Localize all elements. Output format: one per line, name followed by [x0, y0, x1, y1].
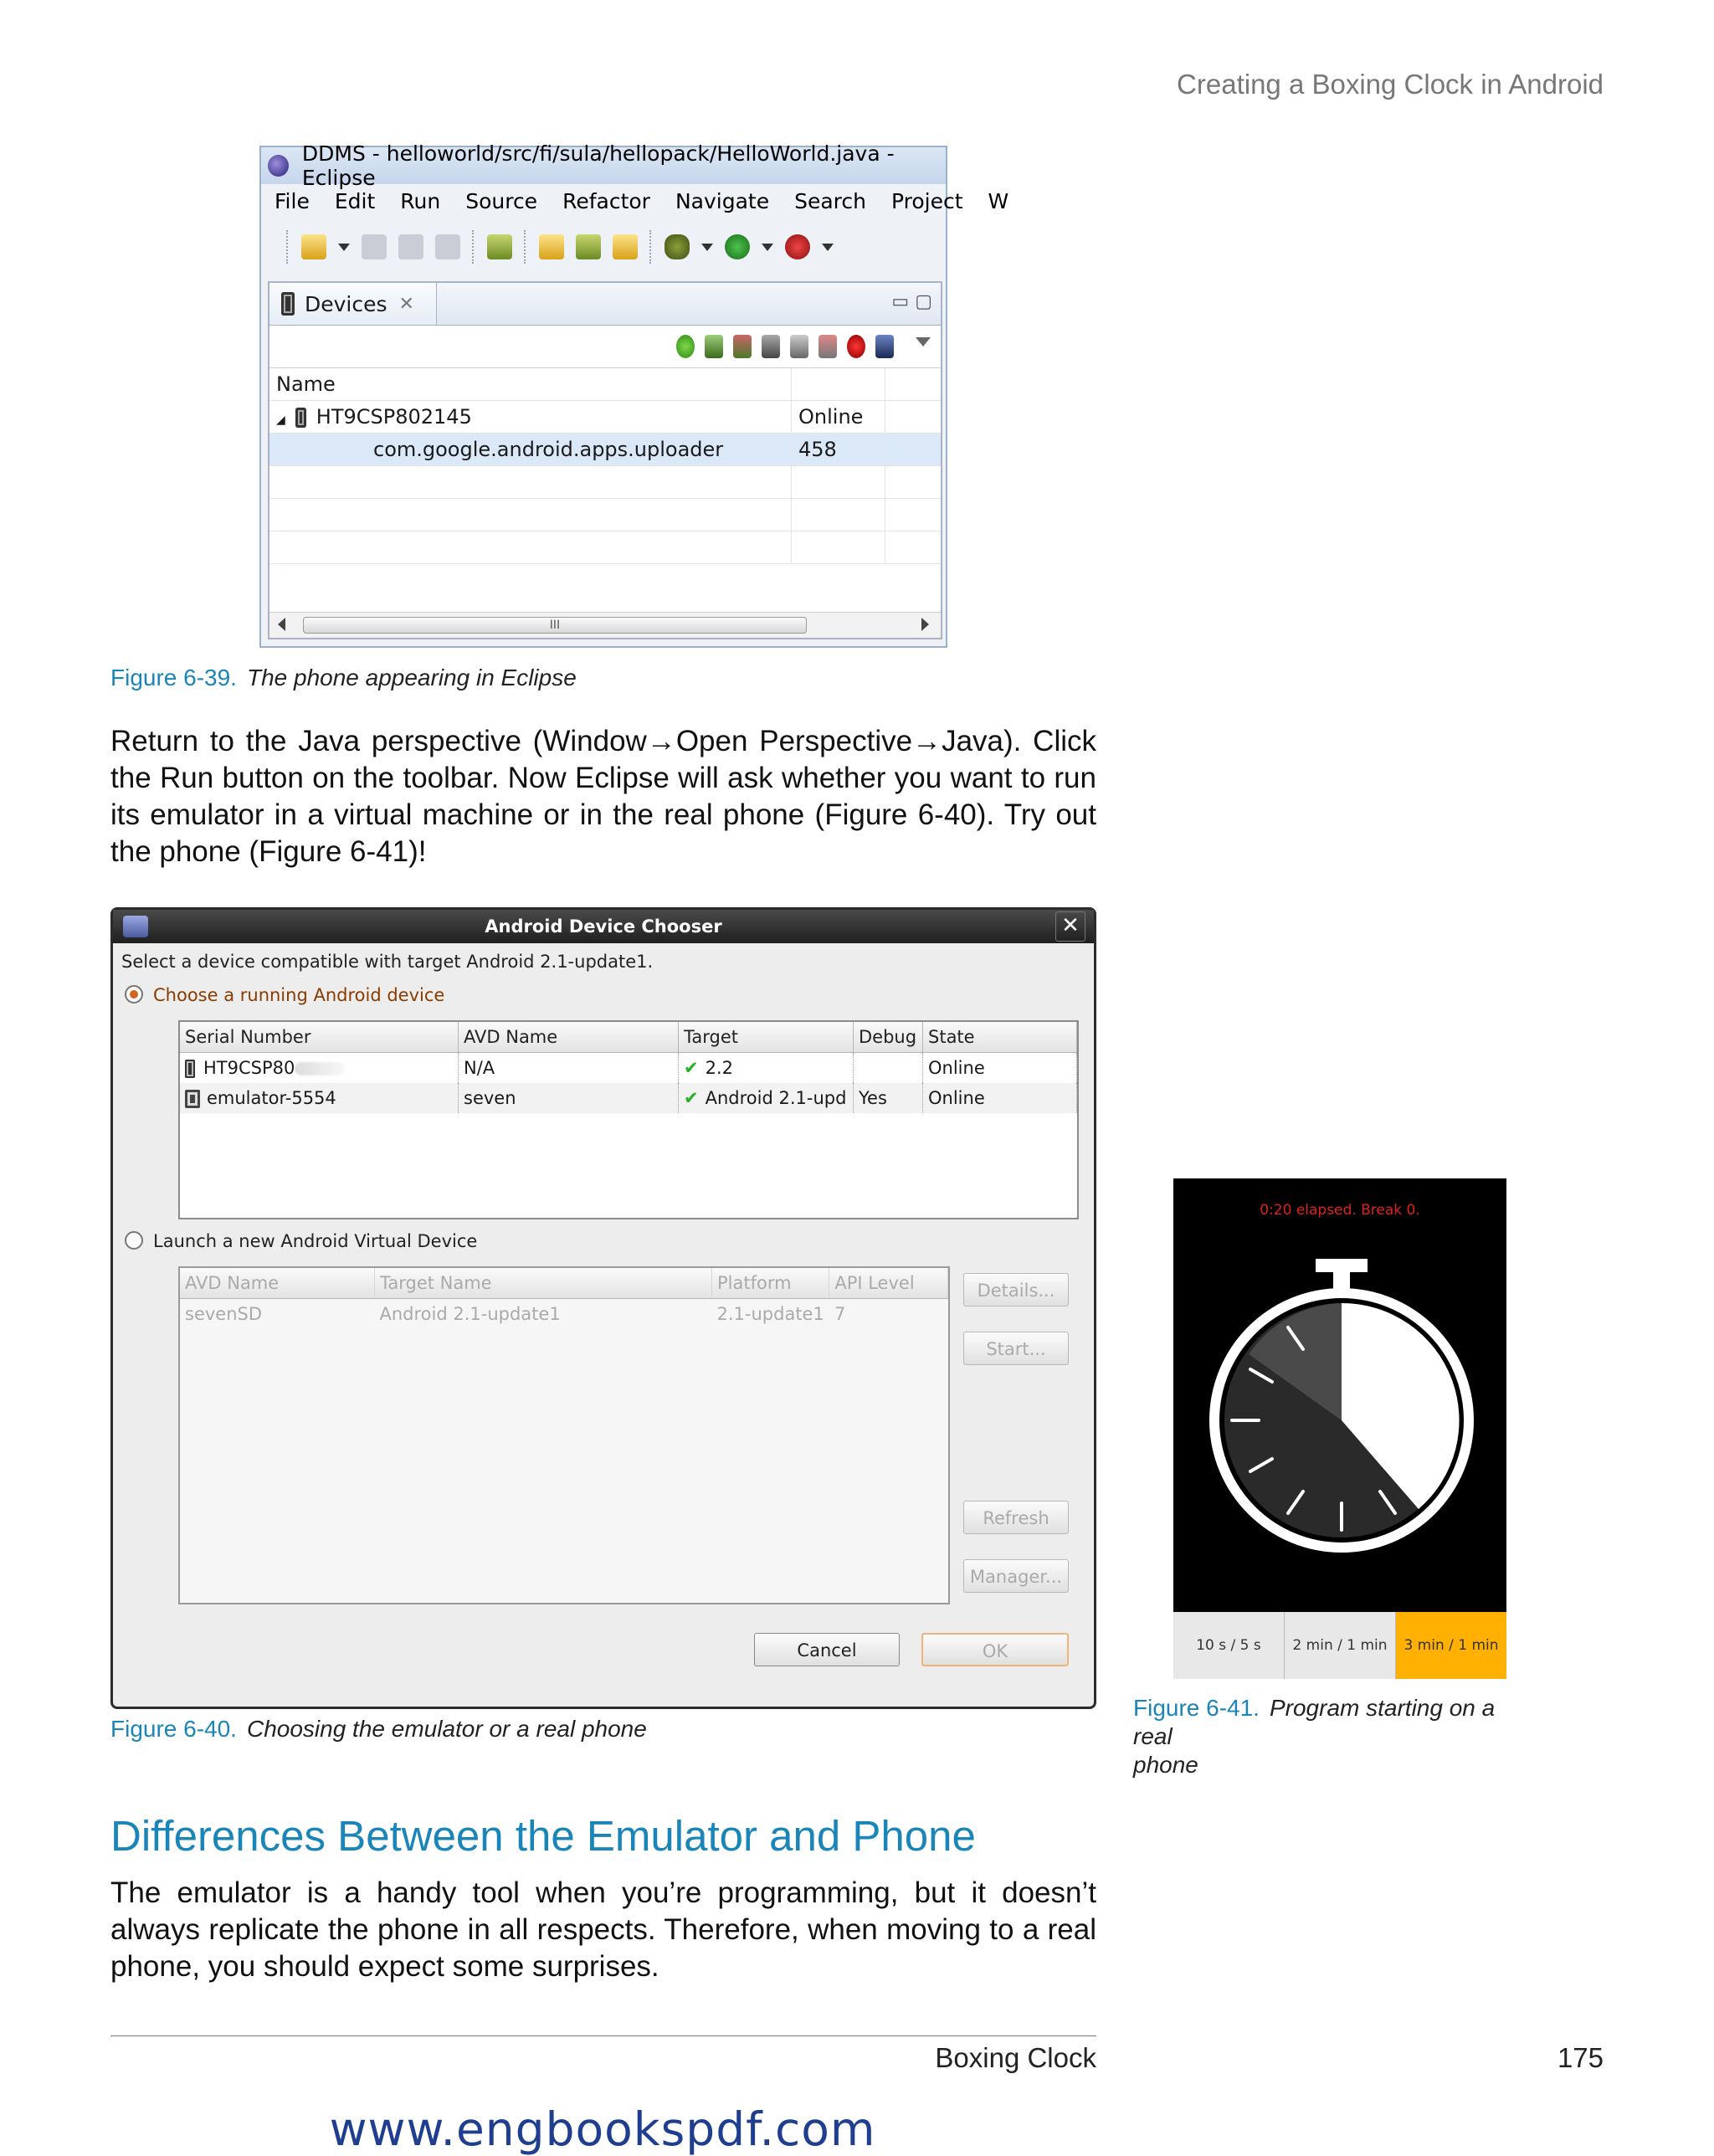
col-serial-number[interactable]: Serial Number — [180, 1022, 459, 1053]
dropdown-arrow-icon[interactable] — [762, 244, 773, 251]
col-state[interactable]: State — [923, 1022, 1077, 1053]
figure-caption-text: The phone appearing in Eclipse — [246, 665, 577, 690]
new-android-xml-icon[interactable] — [613, 234, 638, 259]
device-serial: HT9CSP802145 — [316, 405, 472, 429]
col-target[interactable]: Target — [679, 1022, 854, 1053]
menu-run[interactable]: Run — [400, 188, 441, 213]
target: Android 2.1-upd — [705, 1088, 847, 1108]
device-icon — [281, 292, 295, 316]
option-launch-label: Launch a new Android Virtual Device — [153, 1231, 478, 1251]
devices-tab-label: Devices — [305, 291, 387, 316]
scroll-thumb[interactable]: III — [303, 617, 807, 634]
method-profiling-icon[interactable] — [819, 335, 837, 358]
debug — [854, 1053, 923, 1084]
menu-edit[interactable]: Edit — [334, 188, 376, 213]
table-row[interactable] — [269, 434, 941, 466]
update-threads-icon[interactable] — [790, 335, 808, 358]
horizontal-scrollbar[interactable] — [269, 612, 941, 638]
eclipse-toolbar — [261, 218, 946, 276]
col-target-name[interactable]: Target Name — [375, 1268, 712, 1299]
state: Online — [923, 1083, 1077, 1113]
checkmark-icon: ✔ — [684, 1058, 699, 1078]
scroll-right-icon[interactable] — [921, 618, 929, 631]
save-all-icon[interactable] — [398, 234, 423, 259]
new-android-project-icon[interactable] — [539, 234, 564, 259]
figure-caption-text-line2: phone — [1133, 1752, 1198, 1778]
details-button[interactable]: Details... — [963, 1273, 1069, 1306]
device-icon — [295, 408, 306, 428]
collapse-triangle-icon[interactable]: ◢ — [276, 413, 285, 427]
eclipse-icon — [268, 155, 289, 177]
checkmark-icon: ✔ — [684, 1088, 699, 1108]
toolbar-separator — [286, 230, 290, 264]
new-junit-icon[interactable] — [576, 234, 601, 259]
toolbar-separator — [649, 230, 653, 264]
menu-refactor[interactable]: Refactor — [562, 188, 650, 213]
avd-name: N/A — [459, 1053, 679, 1084]
close-icon[interactable]: ✕ — [1055, 911, 1085, 942]
tab-3min-1min[interactable]: 3 min / 1 min — [1396, 1612, 1506, 1679]
stop-process-icon[interactable] — [847, 335, 865, 358]
devices-tab[interactable] — [269, 283, 437, 325]
debug-process-icon[interactable] — [676, 335, 695, 358]
close-icon[interactable]: ✕ — [398, 293, 414, 315]
avd-table — [178, 1266, 950, 1604]
external-tools-icon[interactable] — [785, 234, 810, 259]
devices-table-header — [269, 368, 941, 401]
manager-button[interactable]: Manager... — [963, 1559, 1069, 1593]
devices-table — [269, 368, 941, 564]
option-running-device[interactable] — [125, 985, 444, 1005]
devices-tab-bar — [269, 283, 941, 326]
debug-icon[interactable] — [665, 234, 690, 259]
figure-caption-text: Choosing the emulator or a real phone — [246, 1716, 647, 1742]
dropdown-arrow-icon[interactable] — [701, 244, 713, 251]
body-paragraph-1: Return to the Java perspective (Window→Open Perspective→Java). Click the Run button on the toolbar. Now Eclipse will ask whether you want to run its emulator in a virtual machine or in the real phone (Figure 6-40). Try out the phone (Figure 6-41)! — [110, 725, 1096, 868]
eclipse-title: DDMS - helloworld/src/fi/sula/hellopack/HelloWorld.java - Eclipse — [301, 141, 895, 190]
process-name: com.google.android.apps.uploader — [269, 434, 792, 466]
app-icon — [123, 916, 148, 937]
dump-hprof-icon[interactable] — [733, 335, 752, 358]
watermark[interactable]: www.engbookspdf.com — [329, 2102, 876, 2156]
toolbar-separator — [472, 230, 475, 264]
running-head: Creating a Boxing Clock in Android — [1177, 69, 1604, 100]
update-heap-icon[interactable] — [705, 335, 723, 358]
target: 2.2 — [705, 1058, 734, 1078]
table-row[interactable] — [180, 1299, 948, 1330]
menu-navigate[interactable]: Navigate — [675, 188, 770, 213]
start-button[interactable]: Start... — [963, 1332, 1069, 1365]
debug: Yes — [854, 1083, 923, 1113]
refresh-button[interactable]: Refresh — [963, 1501, 1069, 1534]
figure-label: Figure 6-41. — [1133, 1695, 1260, 1721]
figure-6-41-caption — [1133, 1694, 1518, 1779]
option-launch-avd[interactable] — [125, 1231, 477, 1251]
page-number: 175 — [1557, 2042, 1604, 2073]
column-name-header: Name — [269, 368, 792, 401]
col-debug[interactable]: Debug — [854, 1022, 923, 1053]
toolbar-separator — [524, 230, 527, 264]
avd-name: sevenSD — [185, 1304, 263, 1324]
elapsed-status: 0:20 elapsed. Break 0. — [1260, 1202, 1420, 1219]
radio-unselected-icon[interactable] — [125, 1231, 143, 1250]
col-avd-name[interactable]: AVD Name — [459, 1022, 679, 1053]
platform: 2.1-update1 — [716, 1304, 824, 1324]
serial-number: emulator-5554 — [207, 1088, 336, 1108]
phone-screenshot — [1173, 1178, 1506, 1679]
option-running-label: Choose a running Android device — [153, 985, 445, 1005]
avd-name: seven — [459, 1083, 679, 1113]
ok-button[interactable]: OK — [921, 1633, 1069, 1666]
devices-toolbar — [269, 326, 941, 368]
footer-title: Boxing Clock — [935, 2042, 1096, 2073]
table-row[interactable] — [180, 1053, 1077, 1084]
scroll-left-icon[interactable] — [278, 618, 285, 631]
col-avd-name[interactable]: AVD Name — [180, 1268, 375, 1299]
screen-capture-icon[interactable] — [875, 335, 894, 358]
body-paragraph-2: The emulator is a handy tool when you’re programming, but it doesn’t always replicate the phone in all respects. Therefore, when moving to a real phone, you should expect some surprises. — [110, 1876, 1096, 1983]
state: Online — [923, 1053, 1077, 1084]
android-sdk-icon[interactable] — [487, 234, 512, 259]
table-row[interactable] — [180, 1083, 1077, 1113]
figure-caption-text: Program starting on a real — [1133, 1695, 1496, 1749]
col-api-level[interactable]: API Level — [829, 1268, 948, 1299]
eclipse-menu-bar — [261, 184, 1009, 218]
radio-selected-icon[interactable] — [125, 985, 143, 1004]
save-icon[interactable] — [362, 234, 387, 259]
cancel-button[interactable]: Cancel — [754, 1633, 900, 1666]
figure-6-39-caption — [110, 665, 577, 691]
dropdown-arrow-icon[interactable] — [338, 244, 350, 251]
eclipse-title-bar — [261, 141, 946, 190]
table-row[interactable] — [269, 401, 941, 434]
run-icon[interactable] — [725, 234, 750, 259]
redacted-serial — [295, 1062, 345, 1075]
footer-rule — [110, 2035, 1096, 2036]
figure-6-40-caption — [110, 1716, 647, 1743]
print-icon[interactable] — [435, 234, 460, 259]
api-level: 7 — [834, 1304, 846, 1324]
dialog-title-bar — [113, 910, 1094, 943]
new-icon[interactable] — [301, 234, 326, 259]
view-menu-icon[interactable] — [916, 337, 931, 346]
running-devices-table — [178, 1020, 1079, 1219]
stopwatch-graphic — [1173, 1178, 1506, 1612]
menu-source[interactable]: Source — [465, 188, 538, 213]
dialog-prompt: Select a device compatible with target Android 2.1-update1. — [121, 952, 654, 972]
figure-label: Figure 6-40. — [110, 1716, 237, 1742]
menu-file[interactable]: File — [275, 188, 310, 213]
menu-project[interactable]: Project — [890, 188, 963, 213]
tab-10s-5s[interactable]: 10 s / 5 s — [1173, 1612, 1285, 1679]
device-state: Online — [792, 401, 885, 434]
dropdown-arrow-icon[interactable] — [822, 244, 834, 251]
process-pid: 458 — [792, 434, 885, 466]
dialog-title: Android Device Chooser — [485, 916, 722, 937]
minimize-maximize-icon[interactable]: ▭ ▢ — [891, 291, 932, 312]
tab-2min-1min[interactable]: 2 min / 1 min — [1285, 1612, 1396, 1679]
target-name: Android 2.1-update1 — [379, 1304, 561, 1324]
menu-search[interactable]: Search — [794, 188, 866, 213]
interval-tabs — [1173, 1612, 1506, 1679]
section-heading: Differences Between the Emulator and Phone — [110, 1812, 976, 1860]
emulator-icon — [185, 1090, 200, 1108]
serial-number: HT9CSP80 — [203, 1058, 295, 1078]
phone-icon — [185, 1060, 195, 1078]
eclipse-ddms-screenshot — [259, 141, 1009, 648]
android-device-chooser-dialog — [110, 907, 1096, 1709]
cause-gc-icon[interactable] — [762, 335, 780, 358]
figure-label: Figure 6-39. — [110, 665, 237, 690]
menu-window[interactable]: W — [988, 188, 1009, 213]
col-platform[interactable]: Platform — [712, 1268, 829, 1299]
devices-view — [268, 281, 942, 639]
